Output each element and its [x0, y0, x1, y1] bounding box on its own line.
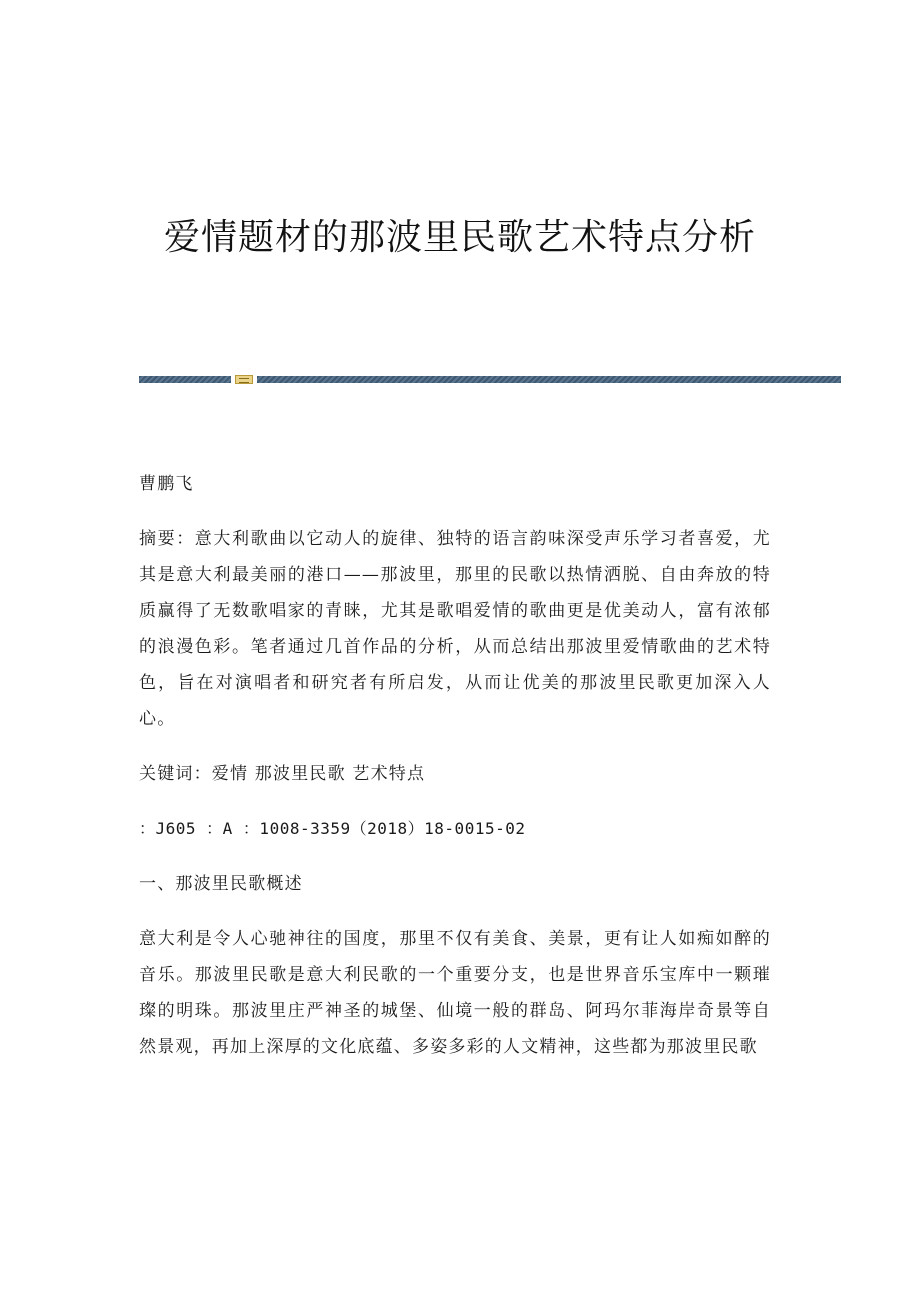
keywords-line: 关键词：爱情 那波里民歌 艺术特点 — [139, 764, 426, 784]
classification-line: ：J605 ：A ：1008-3359（2018）18-0015-02 — [139, 819, 526, 838]
divider-bar-right — [257, 376, 841, 383]
title-divider — [139, 375, 841, 384]
abstract-paragraph: 摘要：意大利歌曲以它动人的旋律、独特的语言韵味深受声乐学习者喜爱，尤其是意大利最美丽的港口——那波里，那里的民歌以热情洒脱、自由奔放的特质赢得了无数歌唱家的青睐，尤其是歌唱爱情的歌曲更是优美动人，富有浓郁的浪漫色彩。笔者通过几首作品的分析，从而总结出那波里爱情歌曲的艺术特色，旨在对演唱者和研究者有所启发，从而让优美的那波里民歌更加深入人心。 — [139, 529, 771, 729]
author-name: 曹鹏飞 — [139, 474, 194, 494]
divider-bar-left — [139, 376, 231, 383]
document-body — [139, 466, 771, 1065]
body-paragraph: 意大利是令人心驰神往的国度，那里不仅有美食、美景，更有让人如痴如醉的音乐。那波里民歌是意大利民歌的一个重要分支，也是世界音乐宝库中一颗璀璨的明珠。那波里庄严神圣的城堡、仙境一般的群岛、阿玛尔菲海岸奇景等自然景观，再加上深厚的文化底蕴、多姿多彩的人文精神，这些都为那波里民歌 — [139, 929, 771, 1057]
divider-ornament-icon — [235, 375, 253, 384]
section-heading: 一、那波里民歌概述 — [139, 874, 303, 894]
document-title: 爱情题材的那波里民歌艺术特点分析 — [163, 217, 756, 258]
